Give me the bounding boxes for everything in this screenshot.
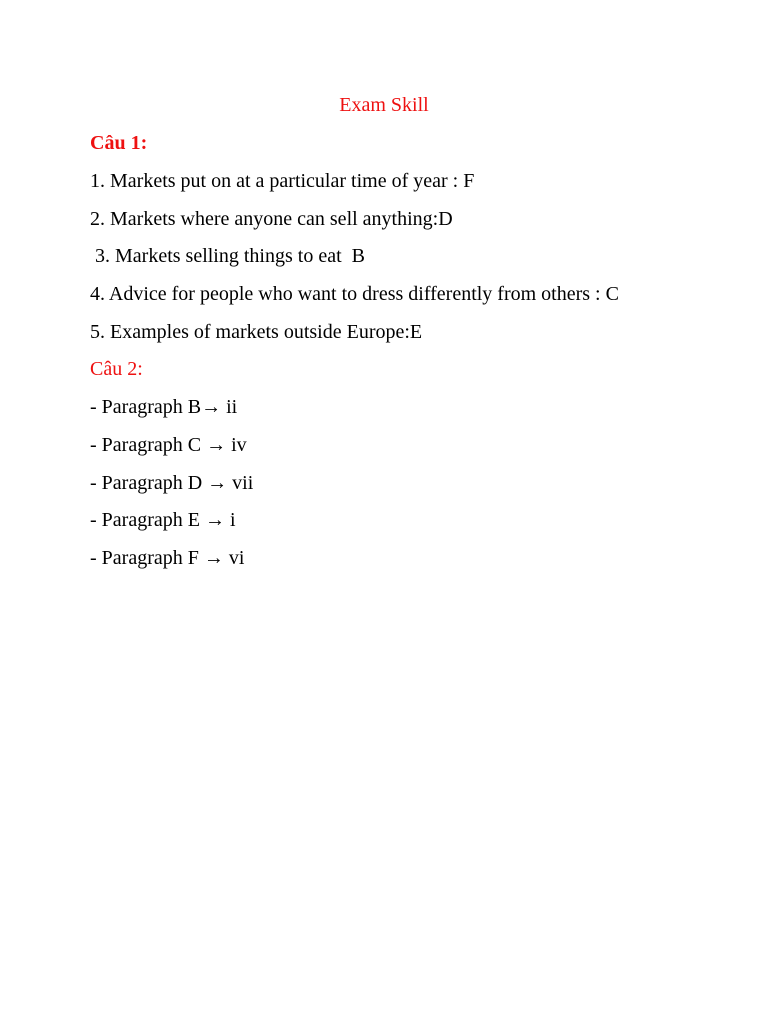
document-title: Exam Skill (339, 94, 429, 116)
section2-item-1: - Paragraph B→ ii (90, 396, 238, 418)
section2-item-3: - Paragraph D → vii (90, 472, 254, 494)
section2-item-4: - Paragraph E → i (90, 509, 236, 531)
section1-heading: Câu 1: (90, 132, 148, 154)
section2-heading: Câu 2: (90, 358, 143, 380)
section2-item-5: - Paragraph F → vi (90, 547, 245, 569)
section1-item-5: 5. Examples of markets outside Europe:E (90, 321, 423, 343)
section1-item-1: 1. Markets put on at a particular time of year : F (90, 170, 475, 192)
section1-item-2: 2. Markets where anyone can sell anything:D (90, 208, 453, 230)
section2-item-2: - Paragraph C → iv (90, 434, 247, 456)
section1-item-4: 4. Advice for people who want to dress differently from others : C (90, 283, 619, 305)
section1-item-3: 3. Markets selling things to eat B (90, 245, 365, 267)
